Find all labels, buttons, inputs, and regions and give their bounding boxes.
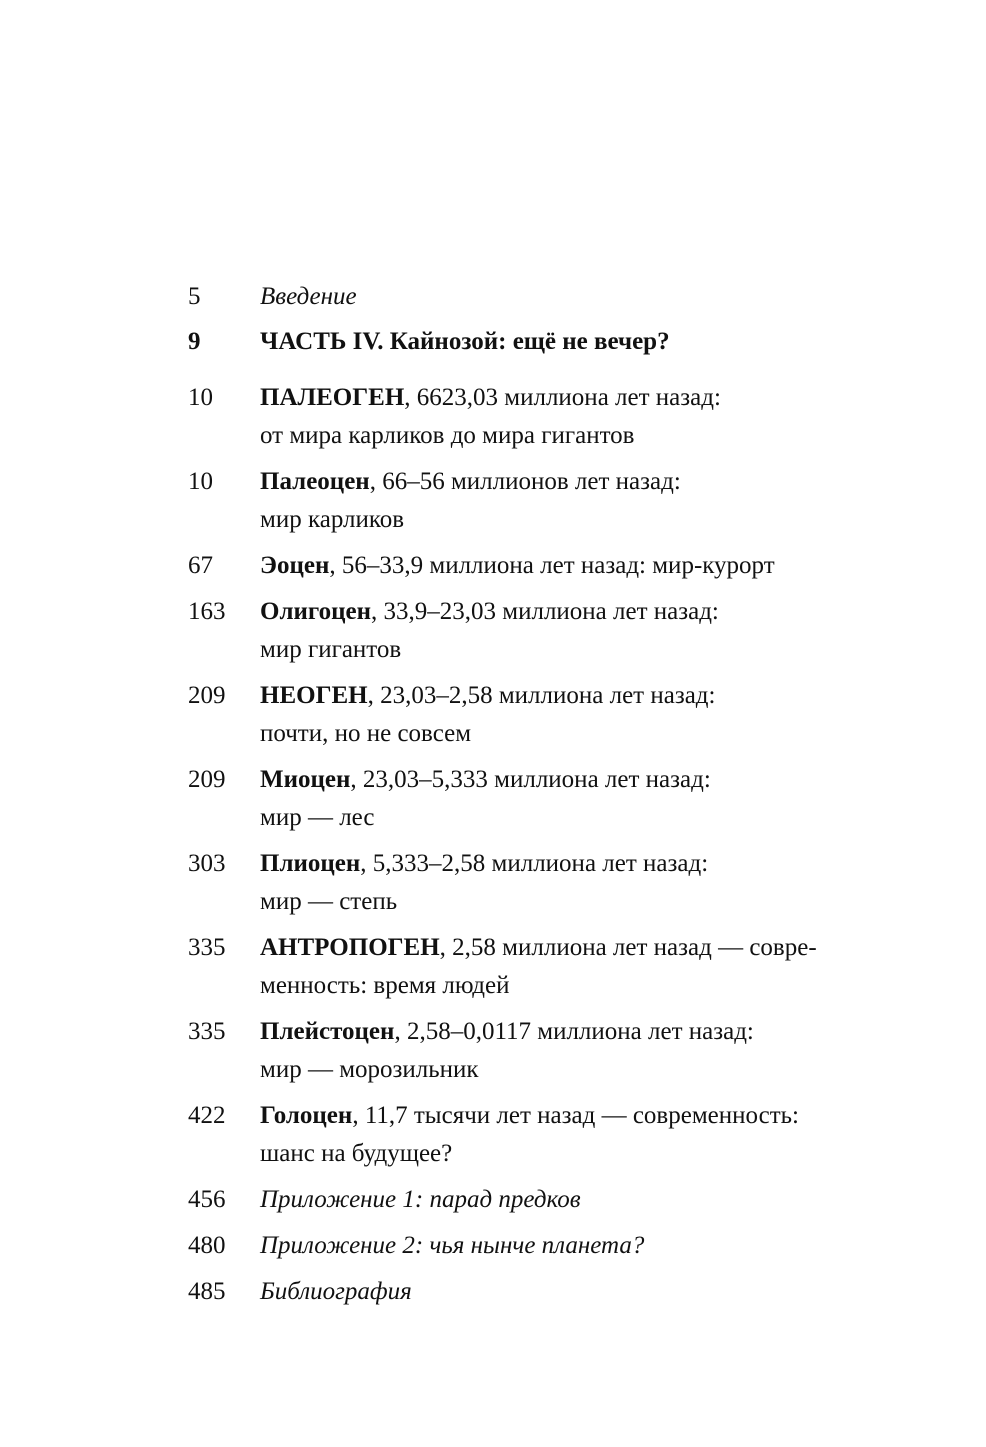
- entry-subtitle: менность: время людей: [260, 972, 510, 999]
- entry-subtitle: мир — лес: [260, 804, 375, 831]
- entry-title: Плиоцен: [260, 850, 361, 877]
- page-number: 5: [188, 283, 201, 310]
- entry-subtitle: мир — морозильник: [260, 1056, 479, 1083]
- entry-subtitle: мир гигантов: [260, 636, 402, 663]
- entry-text: , 5,333–2,58 миллиона лет назад:: [360, 850, 709, 877]
- page-number: 9: [188, 328, 201, 355]
- entry-subtitle: почти, но не совсем: [260, 720, 472, 747]
- page-number: 67: [188, 552, 213, 579]
- entry-subtitle: шанс на будущее?: [260, 1140, 453, 1167]
- page-number: 10: [188, 384, 213, 411]
- page-number: 303: [188, 850, 226, 877]
- entry-title: ЧАСТЬ IV. Кайнозой: ещё не вечер?: [260, 328, 670, 355]
- entry-text: , 6623,03 миллиона лет назад:: [404, 384, 721, 411]
- page-number: 480: [188, 1232, 226, 1259]
- entry-title: Олигоцен: [260, 598, 372, 625]
- entry-title: Библиография: [260, 1278, 412, 1305]
- entry-text: , 23,03–2,58 миллиона лет назад:: [367, 682, 716, 709]
- page-number: 335: [188, 934, 226, 961]
- entry-text: , 11,7 тысячи лет назад — современность:: [352, 1102, 799, 1129]
- page-number: 209: [188, 682, 226, 709]
- page-number: 10: [188, 468, 213, 495]
- entry-text: , 2,58–0,0117 миллиона лет назад:: [394, 1018, 754, 1045]
- entry-title: Эоцен: [260, 552, 330, 579]
- entry-title: Приложение 1: парад предков: [260, 1186, 581, 1213]
- entry-title: Введение: [260, 283, 357, 310]
- entry-text: , 2,58 миллиона лет назад — совре-: [439, 934, 817, 961]
- entry-title: НЕОГЕН: [260, 682, 368, 709]
- entry-text: , 33,9–23,03 миллиона лет назад:: [371, 598, 719, 625]
- page-number: 485: [188, 1278, 226, 1305]
- entry-subtitle: от мира карликов до мира гигантов: [260, 422, 635, 449]
- entry-text: , 66–56 миллионов лет назад:: [369, 468, 681, 495]
- entry-title: Голоцен: [260, 1102, 353, 1129]
- page-number: 209: [188, 766, 226, 793]
- entry-subtitle: мир — степь: [260, 888, 398, 915]
- entry-text: , 56–33,9 миллиона лет назад: мир-курорт: [329, 552, 775, 579]
- entry-text: , 23,03–5,333 миллиона лет назад:: [350, 766, 711, 793]
- entry-title: ПАЛЕОГЕН: [260, 384, 405, 411]
- page-number: 422: [188, 1102, 226, 1129]
- entry-subtitle: мир карликов: [260, 506, 405, 533]
- entry-title: АНТРОПОГЕН: [260, 934, 440, 961]
- entry-title: Плейстоцен: [260, 1018, 395, 1045]
- entry-title: Приложение 2: чья нынче планета?: [260, 1232, 645, 1259]
- entry-title: Палеоцен: [260, 468, 370, 495]
- page-number: 163: [188, 598, 226, 625]
- page-number: 456: [188, 1186, 226, 1213]
- page-number: 335: [188, 1018, 226, 1045]
- entry-title: Миоцен: [260, 766, 351, 793]
